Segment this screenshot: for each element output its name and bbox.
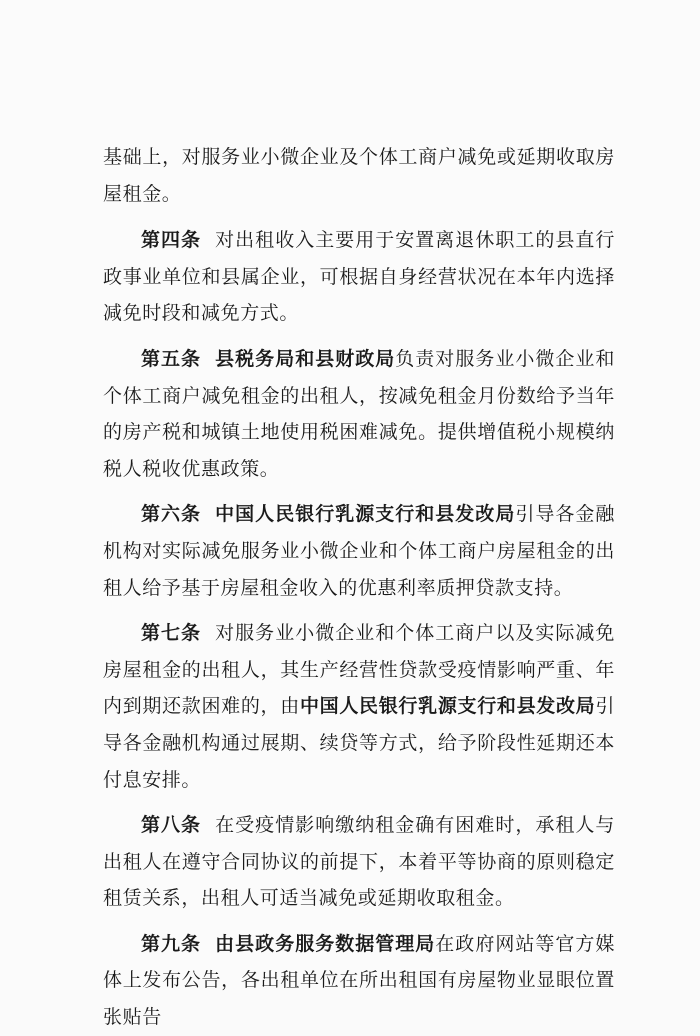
article-7 [103,615,615,798]
article-lead: 由县政务服务数据管理局 [215,932,436,955]
article-9 [103,926,615,1036]
article-label: 第八条 [141,814,202,837]
paragraph-text: 基础上，对服务业小微企业及个体工商户减免或延期收取房屋租金。 [103,146,615,205]
article-text: 在受疫情影响缴纳租金确有困难时，承租人与出租人在遵守合同协议的前提下，本着平等协商的原则稳定租赁关系，出租人可适当减免或延期收取租金。 [103,814,615,910]
article-label: 第五条 [141,347,202,370]
article-lead: 县税务局和县财政局 [215,347,396,370]
article-5 [103,341,615,487]
article-text: 引导各金融机构对实际减免服务业小微企业和个体工商户房屋租金的出租人给予基于房屋租金收入的优惠利率质押贷款支持。 [103,503,615,599]
article-4 [103,222,615,332]
article-text: 负责对服务业小微企业和个体工商户减免租金的出租人，按减免租金月份数给予当年的房产税和城镇土地使用税困难减免。提供增值税小规模纳税人税收优惠政策。 [103,347,616,480]
article-8 [103,807,615,917]
article-label: 第四条 [141,229,202,252]
article-text: 对服务业小微企业和个体工商户以及实际减免房屋租金的出租人，其生产经营性贷款受疫情影响严重、年内到期还款困难的，由 [103,622,615,718]
document-body [103,139,615,1036]
paragraph-continuation [103,139,615,212]
article-text: 在政府网站等官方媒体上发布公告，各出租单位在所出租国有房屋物业显眼位置张贴告 [103,932,615,1029]
article-label: 第七条 [141,622,202,645]
article-label: 第九条 [141,932,202,955]
article-mid-bold: 中国人民银行乳源支行和县发改局 [299,695,596,718]
article-tail: 引导各金融机构通过展期、续贷等方式，给予阶段性延期还本付息安排。 [103,695,615,791]
article-text: 对出租收入主要用于安置离退休职工的县直行政事业单位和县属企业，可根据自身经营状况在本年内选择减免时段和减免方式。 [103,229,615,325]
article-lead: 中国人民银行乳源支行和县发改局 [215,503,516,526]
article-label: 第六条 [141,503,202,526]
article-6 [103,496,615,606]
